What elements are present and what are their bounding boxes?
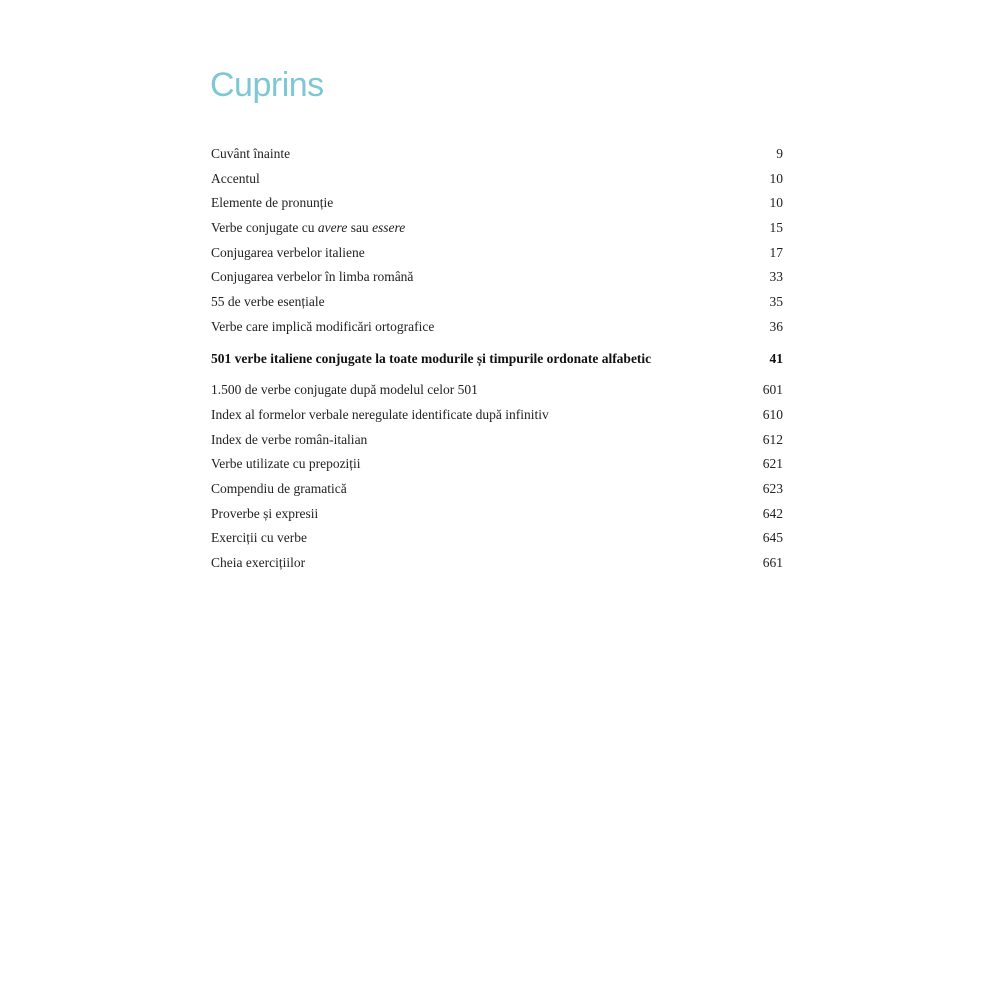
table-of-contents xyxy=(211,142,783,576)
toc-entry-label: Proverbe și expresii xyxy=(211,505,319,521)
toc-entry-page: 601 xyxy=(762,382,783,398)
toc-entry xyxy=(211,265,783,290)
toc-entry-page: 36 xyxy=(769,318,783,334)
toc-entry-label: Verbe utilizate cu prepoziții xyxy=(211,456,361,472)
toc-entry-label: Conjugarea verbelor italiene xyxy=(211,244,365,260)
toc-entry-label: 501 verbe italiene conjugate la toate modurile și timpurile ordonate alfabetic xyxy=(211,350,652,366)
toc-entry xyxy=(211,191,783,216)
toc-entry-label: Cuvânt înainte xyxy=(211,146,291,161)
toc-entry-page: 33 xyxy=(769,269,783,285)
toc-entry xyxy=(211,167,783,192)
toc-entry-page: 661 xyxy=(762,555,783,570)
toc-entry xyxy=(211,378,783,403)
toc-entry xyxy=(211,502,783,527)
toc-entry-page: 645 xyxy=(762,530,783,546)
toc-entry xyxy=(211,315,783,340)
toc-entry xyxy=(211,428,783,453)
toc-entry xyxy=(211,403,783,428)
toc-entry-label: Compendiu de gramatică xyxy=(211,480,347,496)
toc-entry-page: 610 xyxy=(762,406,783,422)
toc-entry-label: 1.500 de verbe conjugate după modelul celor 501 xyxy=(211,382,478,398)
toc-entry xyxy=(211,477,783,502)
toc-entry-page: 15 xyxy=(769,220,783,236)
toc-entry-label: Accentul xyxy=(211,170,260,186)
toc-entry-page: 10 xyxy=(769,195,783,211)
toc-entry-page: 623 xyxy=(762,480,783,496)
toc-entry-page: 642 xyxy=(762,505,783,521)
toc-entry xyxy=(211,216,783,241)
toc-entry xyxy=(211,142,783,167)
toc-entry-page: 10 xyxy=(769,170,783,186)
toc-entry xyxy=(211,551,783,576)
toc-entry-page: 9 xyxy=(776,146,783,161)
toc-entry-label: Exerciții cu verbe xyxy=(211,530,307,546)
toc-entry-page: 41 xyxy=(769,350,783,366)
toc-entry-label: 55 de verbe esențiale xyxy=(211,294,325,310)
toc-entry-label: Conjugarea verbelor în limba română xyxy=(211,269,414,285)
toc-entry-label: Verbe care implică modificări ortografice xyxy=(211,318,435,334)
page-title: Cuprins xyxy=(210,66,324,104)
toc-entry-label: Verbe conjugate cu avere sau essere xyxy=(211,220,406,236)
toc-entry-label: Index de verbe român-italian xyxy=(211,431,368,447)
toc-entry-main-section xyxy=(211,347,783,372)
toc-entry-label: Elemente de pronunție xyxy=(211,195,334,211)
toc-entry-page: 612 xyxy=(762,431,783,447)
toc-entry xyxy=(211,526,783,551)
toc-entry-label: Cheia exercițiilor xyxy=(211,555,306,570)
toc-entry xyxy=(211,452,783,477)
toc-entry-page: 35 xyxy=(769,294,783,310)
toc-entry-page: 17 xyxy=(769,244,783,260)
toc-entry xyxy=(211,290,783,315)
toc-entry-page: 621 xyxy=(762,456,783,472)
toc-entry xyxy=(211,241,783,266)
toc-entry-label: Index al formelor verbale neregulate identificate după infinitiv xyxy=(211,406,549,422)
